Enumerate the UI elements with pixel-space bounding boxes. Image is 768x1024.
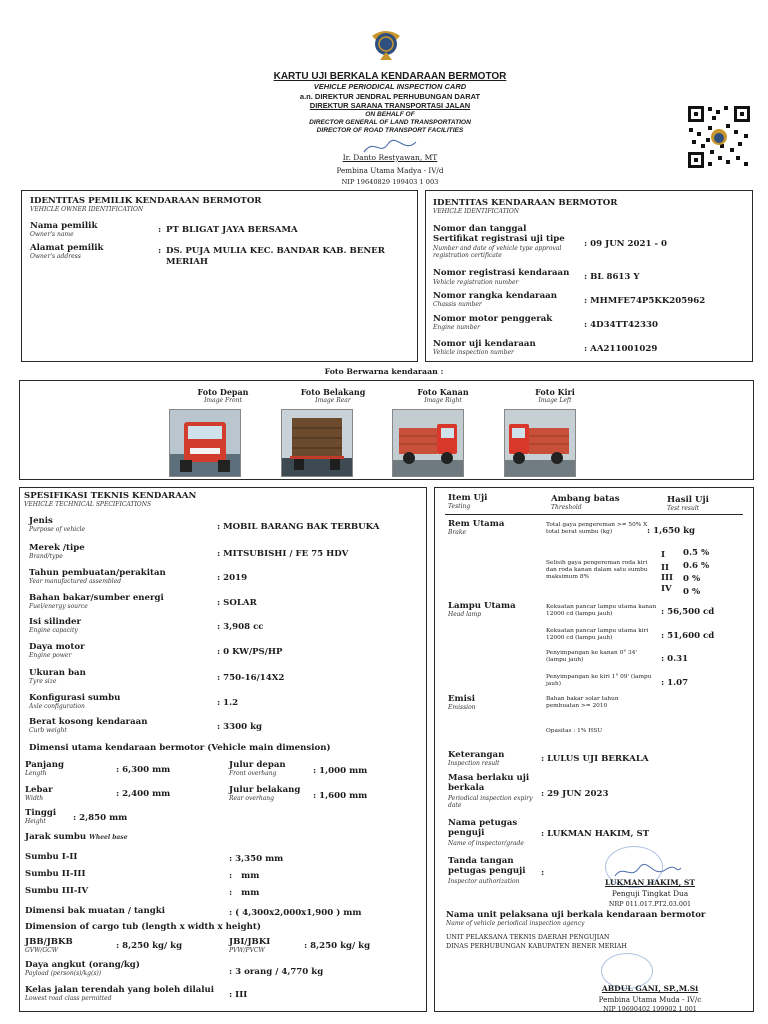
director-name: Ir. Danto Restyawan, MT — [342, 153, 438, 162]
dim-title: Dimensi utama kendaraan bermotor (Vehicle main dimension) — [29, 743, 331, 753]
col-item-header-en: Testing — [448, 503, 471, 510]
kelas-text: III — [235, 990, 248, 1000]
spec-list — [20, 488, 426, 748]
photo-right — [392, 409, 464, 477]
vehicle-inspection-label: Nomor uji kendaraan — [433, 339, 536, 349]
spec-daya-text: 0 KW/PS/HP — [223, 647, 283, 657]
vehicle-reg-value: : BL 8613 Y — [584, 272, 640, 282]
owner-address-colon: : — [158, 246, 162, 256]
spec-daya-label: Daya motor — [29, 642, 85, 652]
daya-angkut-value: : 3 orang / 4,770 kg — [229, 967, 324, 977]
owner-name-label-en: Owner's name — [30, 231, 74, 238]
jbb-label: JBB/JBKB — [25, 937, 73, 947]
panjang-text: 6,300 mm — [122, 765, 171, 775]
masa-berlaku-label-en: Periodical inspection expiry date — [448, 795, 533, 809]
spec-berat-text: 3300 kg — [223, 722, 263, 732]
spec-merek-value: : MITSUBISHI / FE 75 HDV — [217, 549, 349, 559]
photo-right-label-en: Image Right — [424, 397, 462, 404]
vehicle-section-title-en: VEHICLE IDENTIFICATION — [433, 208, 520, 215]
direktur-line: DIREKTUR SARANA TRANSPORTASI JALAN — [309, 101, 471, 110]
owner-name-label: Nama pemilik — [30, 221, 98, 231]
unit-value-1: UNIT PELAKSANA TEKNIS DAERAH PENGUJIAN — [446, 933, 610, 941]
spec-berat-value: : 3300 kg — [217, 722, 263, 732]
ttd-colon: : — [541, 868, 545, 878]
lampu-result-4-text: 1.07 — [667, 678, 689, 688]
daya-angkut-label: Daya angkut (orang/kg) — [25, 960, 140, 970]
card-title: KARTU UJI BERKALA KENDARAAN BERMOTOR — [273, 71, 507, 82]
vehicle-reg-label: Nomor registrasi kendaraan — [433, 268, 570, 278]
spec-cc-value: : 3,908 cc — [217, 622, 264, 632]
col-threshold-header: Ambang batas — [551, 494, 620, 504]
keterangan-text: LULUS UJI BERKALA — [547, 754, 649, 764]
rem-label-en: Brake — [448, 529, 467, 536]
petugas-text: LUKMAN HAKIM, ST — [547, 829, 650, 839]
rem-result-1-text: 1,650 kg — [653, 526, 696, 536]
bak-value: : ( 4,300x2,000x1,900 ) mm — [229, 908, 362, 918]
panjang-label-en: Length — [25, 770, 47, 777]
spec-berat-label: Berat kosong kendaraan — [29, 717, 148, 727]
spec-berat-label-en: Curb weight — [29, 727, 67, 734]
spec-sumbu-value: : 1.2 — [217, 698, 239, 708]
vehicle-engine-label: Nomor motor penggerak — [433, 314, 553, 324]
vehicle-inspection-value: : AA211001029 — [584, 344, 658, 354]
rem-threshold-2: Selisih gaya pengereman roda kiri dan roda kanan dalam satu sumbu maksimum 8% — [546, 560, 648, 580]
kelas-value: : III — [229, 990, 248, 1000]
spec-section — [19, 487, 427, 1012]
owner-address-value: DS. PUJA MULIA KEC. BANDAR KAB. BENER MERIAH — [166, 246, 385, 267]
lampu-label: Lampu Utama — [448, 601, 516, 611]
spec-jenis-label-en: Purpose of vehicle — [29, 526, 86, 533]
spec-jenis-value: : MOBIL BARANG BAK TERBUKA — [217, 522, 380, 532]
bak-label: Dimensi bak muatan / tangki — [25, 906, 165, 916]
behalf-line: ON BEHALF OF — [365, 111, 415, 118]
daya-angkut-text: 3 orang / 4,770 kg — [235, 967, 324, 977]
unit-label: Nama unit pelaksana uji berkala kendaraan bermotor — [446, 910, 706, 920]
jbi-text: 8,250 kg/ kg — [310, 941, 371, 951]
jbi-value: : 8,250 kg/ kg — [304, 941, 371, 951]
vehicle-cert-label: Nomor dan tanggal Sertifikat registrasi uji tipe — [433, 224, 565, 244]
spec-jenis-label: Jenis — [29, 516, 53, 526]
rem-axle-4-value: 0 % — [683, 587, 701, 597]
photo-rear — [281, 409, 353, 477]
jbi-label: JBI/JBKI — [229, 937, 271, 947]
lebar-label: Lebar — [25, 785, 53, 795]
vehicle-section — [425, 190, 753, 362]
col-result-header: Hasil Uji — [667, 495, 709, 505]
spec-cc-text: 3,908 cc — [223, 622, 264, 632]
tinggi-label: Tinggi — [25, 808, 57, 818]
spec-sumbu-label: Konfigurasi sumbu — [29, 693, 121, 703]
sumbu-2-label: Sumbu II-III — [25, 869, 86, 879]
sumbu-2-value: : mm — [229, 871, 260, 881]
petugas-label-en: Name of inspector/grade — [448, 840, 524, 847]
spec-bbm-label: Bahan bakar/sumber energi — [29, 593, 164, 603]
behalf-line-2: DIRECTOR GENERAL OF LAND TRANSPORTATION — [309, 119, 471, 126]
panjang-label: Panjang — [25, 760, 64, 770]
masa-berlaku-label: Masa berlaku uji berkala — [448, 773, 530, 793]
rem-label: Rem Utama — [448, 519, 505, 529]
an-line: a.n. DIREKTUR JENDRAL PERHUBUNGAN DARAT — [299, 92, 481, 101]
vehicle-chassis-label-en: Chassis number — [433, 301, 482, 308]
vehicle-inspection-label-en: Vehicle inspection number — [433, 349, 514, 356]
vehicle-engine-label-en: Engine number — [433, 324, 481, 331]
spec-bbm-value: : SOLAR — [217, 598, 257, 608]
owner-address-label-en: Owner's address — [30, 253, 81, 260]
head-nip: NIP 19690402 199902 1 001 — [603, 1005, 697, 1013]
col-item-header: Item Uji — [448, 493, 488, 503]
spec-sumbu-label-en: Axle configuration — [29, 703, 85, 710]
keterangan-value: : LULUS UJI BERKALA — [541, 754, 649, 764]
keterangan-label-en: Inspection result — [448, 760, 500, 767]
lampu-result-2-text: 51,600 cd — [667, 631, 715, 641]
spec-ban-label-en: Tyre size — [29, 678, 57, 685]
panjang-value: : 6,300 mm — [116, 765, 171, 775]
photo-front-label-en: Image Front — [204, 397, 242, 404]
lampu-result-3: : 0.31 — [661, 654, 689, 664]
vehicle-reg-label-en: Vehicle registration number — [433, 279, 519, 286]
photos-title: Foto Berwarna kendaraan : — [324, 367, 444, 376]
rem-result-1: : 1,650 kg — [647, 526, 696, 536]
head-rank: Pembina Utama Muda - IV/c — [598, 995, 702, 1004]
spec-section-title: SPESIFIKASI TEKNIS KENDARAAN — [24, 491, 197, 501]
owner-name-colon: : — [158, 225, 162, 235]
photo-left-label-en: Image Left — [538, 397, 572, 404]
owner-section — [21, 190, 418, 362]
header-divider — [445, 514, 743, 515]
ttd-label-en: Inspector authorization — [448, 878, 520, 885]
photo-left-label: Foto Kiri — [535, 387, 575, 397]
vehicle-cert-value: : 09 JUN 2021 - 0 — [584, 239, 667, 249]
spec-sumbu-text: 1.2 — [223, 698, 239, 708]
col-threshold-header-en: Threshold — [551, 504, 582, 511]
spec-ban-text: 750-16/14X2 — [223, 673, 285, 683]
photo-left — [504, 409, 576, 477]
lampu-threshold-1: Kekuatan pancar lampu utama kanan 12000 cd (lampu jauh) — [546, 604, 657, 617]
spec-merek-text: MITSUBISHI / FE 75 HDV — [223, 549, 349, 559]
rem-axle-4-label: IV — [661, 584, 672, 594]
lebar-text: 2,400 mm — [122, 789, 171, 799]
owner-section-title: IDENTITAS PEMILIK KENDARAAN BERMOTOR — [30, 196, 262, 206]
emisi-label-en: Emission — [448, 704, 476, 711]
tinggi-label-en: Height — [25, 818, 46, 825]
keterangan-label: Keterangan — [448, 750, 505, 760]
emisi-threshold-1: Bahan bakar solar tahun pembuatan >= 2010 — [546, 696, 619, 709]
rem-axle-1-label: I — [661, 550, 666, 560]
jbb-label-en: GVW/GCW — [25, 947, 58, 954]
bak-text: ( 4,300x2,000x1,900 ) mm — [235, 908, 362, 918]
spec-bbm-text: SOLAR — [223, 598, 257, 608]
sumbu-3-text: mm — [241, 888, 260, 898]
behalf-line-3: DIRECTOR OF ROAD TRANSPORT FACILITIES — [316, 127, 464, 134]
sumbu-3-label: Sumbu III-IV — [25, 886, 89, 896]
vehicle-inspection-text: AA211001029 — [590, 344, 658, 354]
lampu-result-1: : 56,500 cd — [661, 607, 715, 617]
lampu-threshold-2: Kekuatan pancar lampu utama kiri 12000 cd (lampu jauh) — [546, 628, 649, 641]
head-name: ABDUL GANI, SP.,M.Si — [601, 984, 699, 993]
lebar-label-en: Width — [25, 795, 44, 802]
julur-belakang-text: 1,600 mm — [319, 791, 368, 801]
spec-tahun-label-en: Year manufactured assembled — [29, 578, 122, 585]
lampu-result-1-text: 56,500 cd — [667, 607, 715, 617]
vehicle-chassis-text: MHMFE74P5KK205962 — [590, 296, 706, 306]
julur-belakang-value: : 1,600 mm — [313, 791, 368, 801]
sumbu-1-value: : 3,350 mm — [229, 854, 284, 864]
spec-ban-value: : 750-16/14X2 — [217, 673, 285, 683]
spec-daya-value: : 0 KW/PS/HP — [217, 647, 283, 657]
spec-ban-label: Ukuran ban — [29, 668, 86, 678]
jarak-sumbu-text: Jarak sumbu — [25, 832, 87, 842]
julur-depan-label-en: Front overhang — [229, 770, 277, 777]
owner-address-label: Alamat pemilik — [30, 243, 104, 253]
ministry-emblem-icon — [366, 22, 406, 62]
masa-berlaku-value: : 29 JUN 2023 — [541, 789, 609, 799]
petugas-value: : LUKMAN HAKIM, ST — [541, 829, 650, 839]
vehicle-engine-text: 4D34TT42330 — [590, 320, 658, 330]
rem-axle-1-value: 0.5 % — [683, 548, 710, 558]
photo-rear-label-en: Image Rear — [315, 397, 351, 404]
tinggi-value: : 2,850 mm — [73, 813, 128, 823]
petugas-label: Nama petugas penguji — [448, 818, 518, 838]
sumbu-2-text: mm — [241, 871, 260, 881]
vehicle-cert-label-en: Number and date of vehicle type approval registration certificate — [433, 245, 562, 259]
rem-threshold-1: Total gaya pengereman >= 50% X total berat sumbu (kg) — [546, 522, 648, 535]
daya-angkut-label-en: Payload (person(s)/kg(s)) — [25, 970, 102, 977]
inspector-rank: Penguji Tingkat Dua — [611, 889, 689, 898]
photo-front — [169, 409, 241, 477]
lampu-result-3-text: 0.31 — [667, 654, 689, 664]
spec-tahun-label: Tahun pembuatan/perakitan — [29, 568, 166, 578]
julur-depan-value: : 1,000 mm — [313, 766, 368, 776]
lampu-threshold-3: Penyimpangan ke kanan 0° 34' (lampu jauh) — [546, 650, 637, 663]
vehicle-section-title: IDENTITAS KENDARAAN BERMOTOR — [433, 198, 618, 208]
jbb-value: : 8,250 kg/ kg — [116, 941, 183, 951]
vehicle-reg-text: BL 8613 Y — [590, 272, 640, 282]
spec-tahun-text: 2019 — [223, 573, 248, 583]
rem-axle-3-label: III — [661, 573, 674, 583]
photos-section — [19, 380, 754, 480]
vehicle-cert-text: 09 JUN 2021 - 0 — [590, 239, 667, 249]
spec-tahun-value: : 2019 — [217, 573, 248, 583]
spec-merek-label-en: Brand/type — [29, 553, 63, 560]
lampu-label-en: Head lamp — [448, 611, 482, 618]
lebar-value: : 2,400 mm — [116, 789, 171, 799]
owner-name-value: PT BLIGAT JAYA BERSAMA — [166, 225, 298, 235]
julur-depan-text: 1,000 mm — [319, 766, 368, 776]
emisi-threshold-2: Opasitas : 1% HSU — [546, 728, 603, 734]
tinggi-text: 2,850 mm — [79, 813, 128, 823]
spec-section-title-en: VEHICLE TECHNICAL SPECIFICATIONS — [24, 501, 152, 508]
lampu-result-2: : 51,600 cd — [661, 631, 715, 641]
jbb-text: 8,250 kg/ kg — [122, 941, 183, 951]
rem-axle-3-value: 0 % — [683, 574, 701, 584]
card-title-en: VEHICLE PERIODICAL INSPECTION CARD — [313, 82, 467, 91]
sumbu-1-text: 3,350 mm — [235, 854, 284, 864]
rem-axle-2-label: II — [661, 563, 670, 573]
julur-belakang-label-en: Rear overhang — [229, 795, 274, 802]
jarak-sumbu-label — [25, 832, 128, 842]
owner-section-title-en: VEHICLE OWNER IDENTIFICATION — [30, 206, 144, 213]
jbi-label-en: PVW/PVCW — [229, 947, 265, 954]
qr-code — [686, 104, 752, 170]
julur-belakang-label: Julur belakang — [229, 785, 301, 795]
spec-daya-label-en: Engine power — [29, 652, 72, 659]
julur-depan-label: Julur depan — [229, 760, 286, 770]
director-rank: Pembina Utama Madya - IV/d — [336, 166, 444, 175]
kelas-label-en: Lowest road class permitted — [25, 995, 112, 1002]
col-result-header-en: Test result — [667, 505, 700, 512]
vehicle-chassis-label: Nomor rangka kendaraan — [433, 291, 557, 301]
sumbu-3-value: : mm — [229, 888, 260, 898]
director-nip: NIP 19640829 199403 1 003 — [341, 178, 439, 186]
spec-merek-label: Merek /tipe — [29, 543, 85, 553]
bak-en: Dimension of cargo tub (length x width x height) — [25, 922, 261, 932]
lampu-result-4: : 1.07 — [661, 678, 689, 688]
emisi-label: Emisi — [448, 694, 476, 704]
photo-rear-label: Foto Belakang — [300, 387, 366, 397]
masa-berlaku-text: 29 JUN 2023 — [547, 789, 609, 799]
inspector-name: LUKMAN HAKIM, ST — [604, 878, 696, 887]
spec-bbm-label-en: Fuel/energy source — [29, 603, 88, 610]
sumbu-1-label: Sumbu I-II — [25, 852, 78, 862]
test-section — [434, 487, 754, 1012]
kelas-label: Kelas jalan terendah yang boleh dilalui — [25, 985, 215, 995]
rem-axle-2-value: 0.6 % — [683, 561, 710, 571]
jarak-sumbu-en: Wheel base — [89, 834, 128, 841]
unit-label-en: Name of vehicle periodical inspection agency — [446, 920, 585, 927]
spec-cc-label: Isi silinder — [29, 617, 81, 627]
spec-cc-label-en: Engine capacity — [29, 627, 78, 634]
spec-jenis-text: MOBIL BARANG BAK TERBUKA — [223, 522, 380, 532]
inspector-nrp: NRP 011.017.PT2.03.001 — [608, 900, 692, 908]
unit-value-2: DINAS PERHUBUNGAN KABUPATEN BENER MERIAH — [446, 942, 627, 950]
vehicle-engine-value: : 4D34TT42330 — [584, 320, 658, 330]
photo-right-label: Foto Kanan — [417, 387, 469, 397]
photo-front-label: Foto Depan — [197, 387, 249, 397]
vehicle-chassis-value: : MHMFE74P5KK205962 — [584, 296, 706, 306]
lampu-threshold-4: Penyimpangan ke kiri 1° 09' (lampu jauh) — [546, 674, 652, 687]
ttd-label: Tanda tangan petugas penguji — [448, 856, 526, 876]
